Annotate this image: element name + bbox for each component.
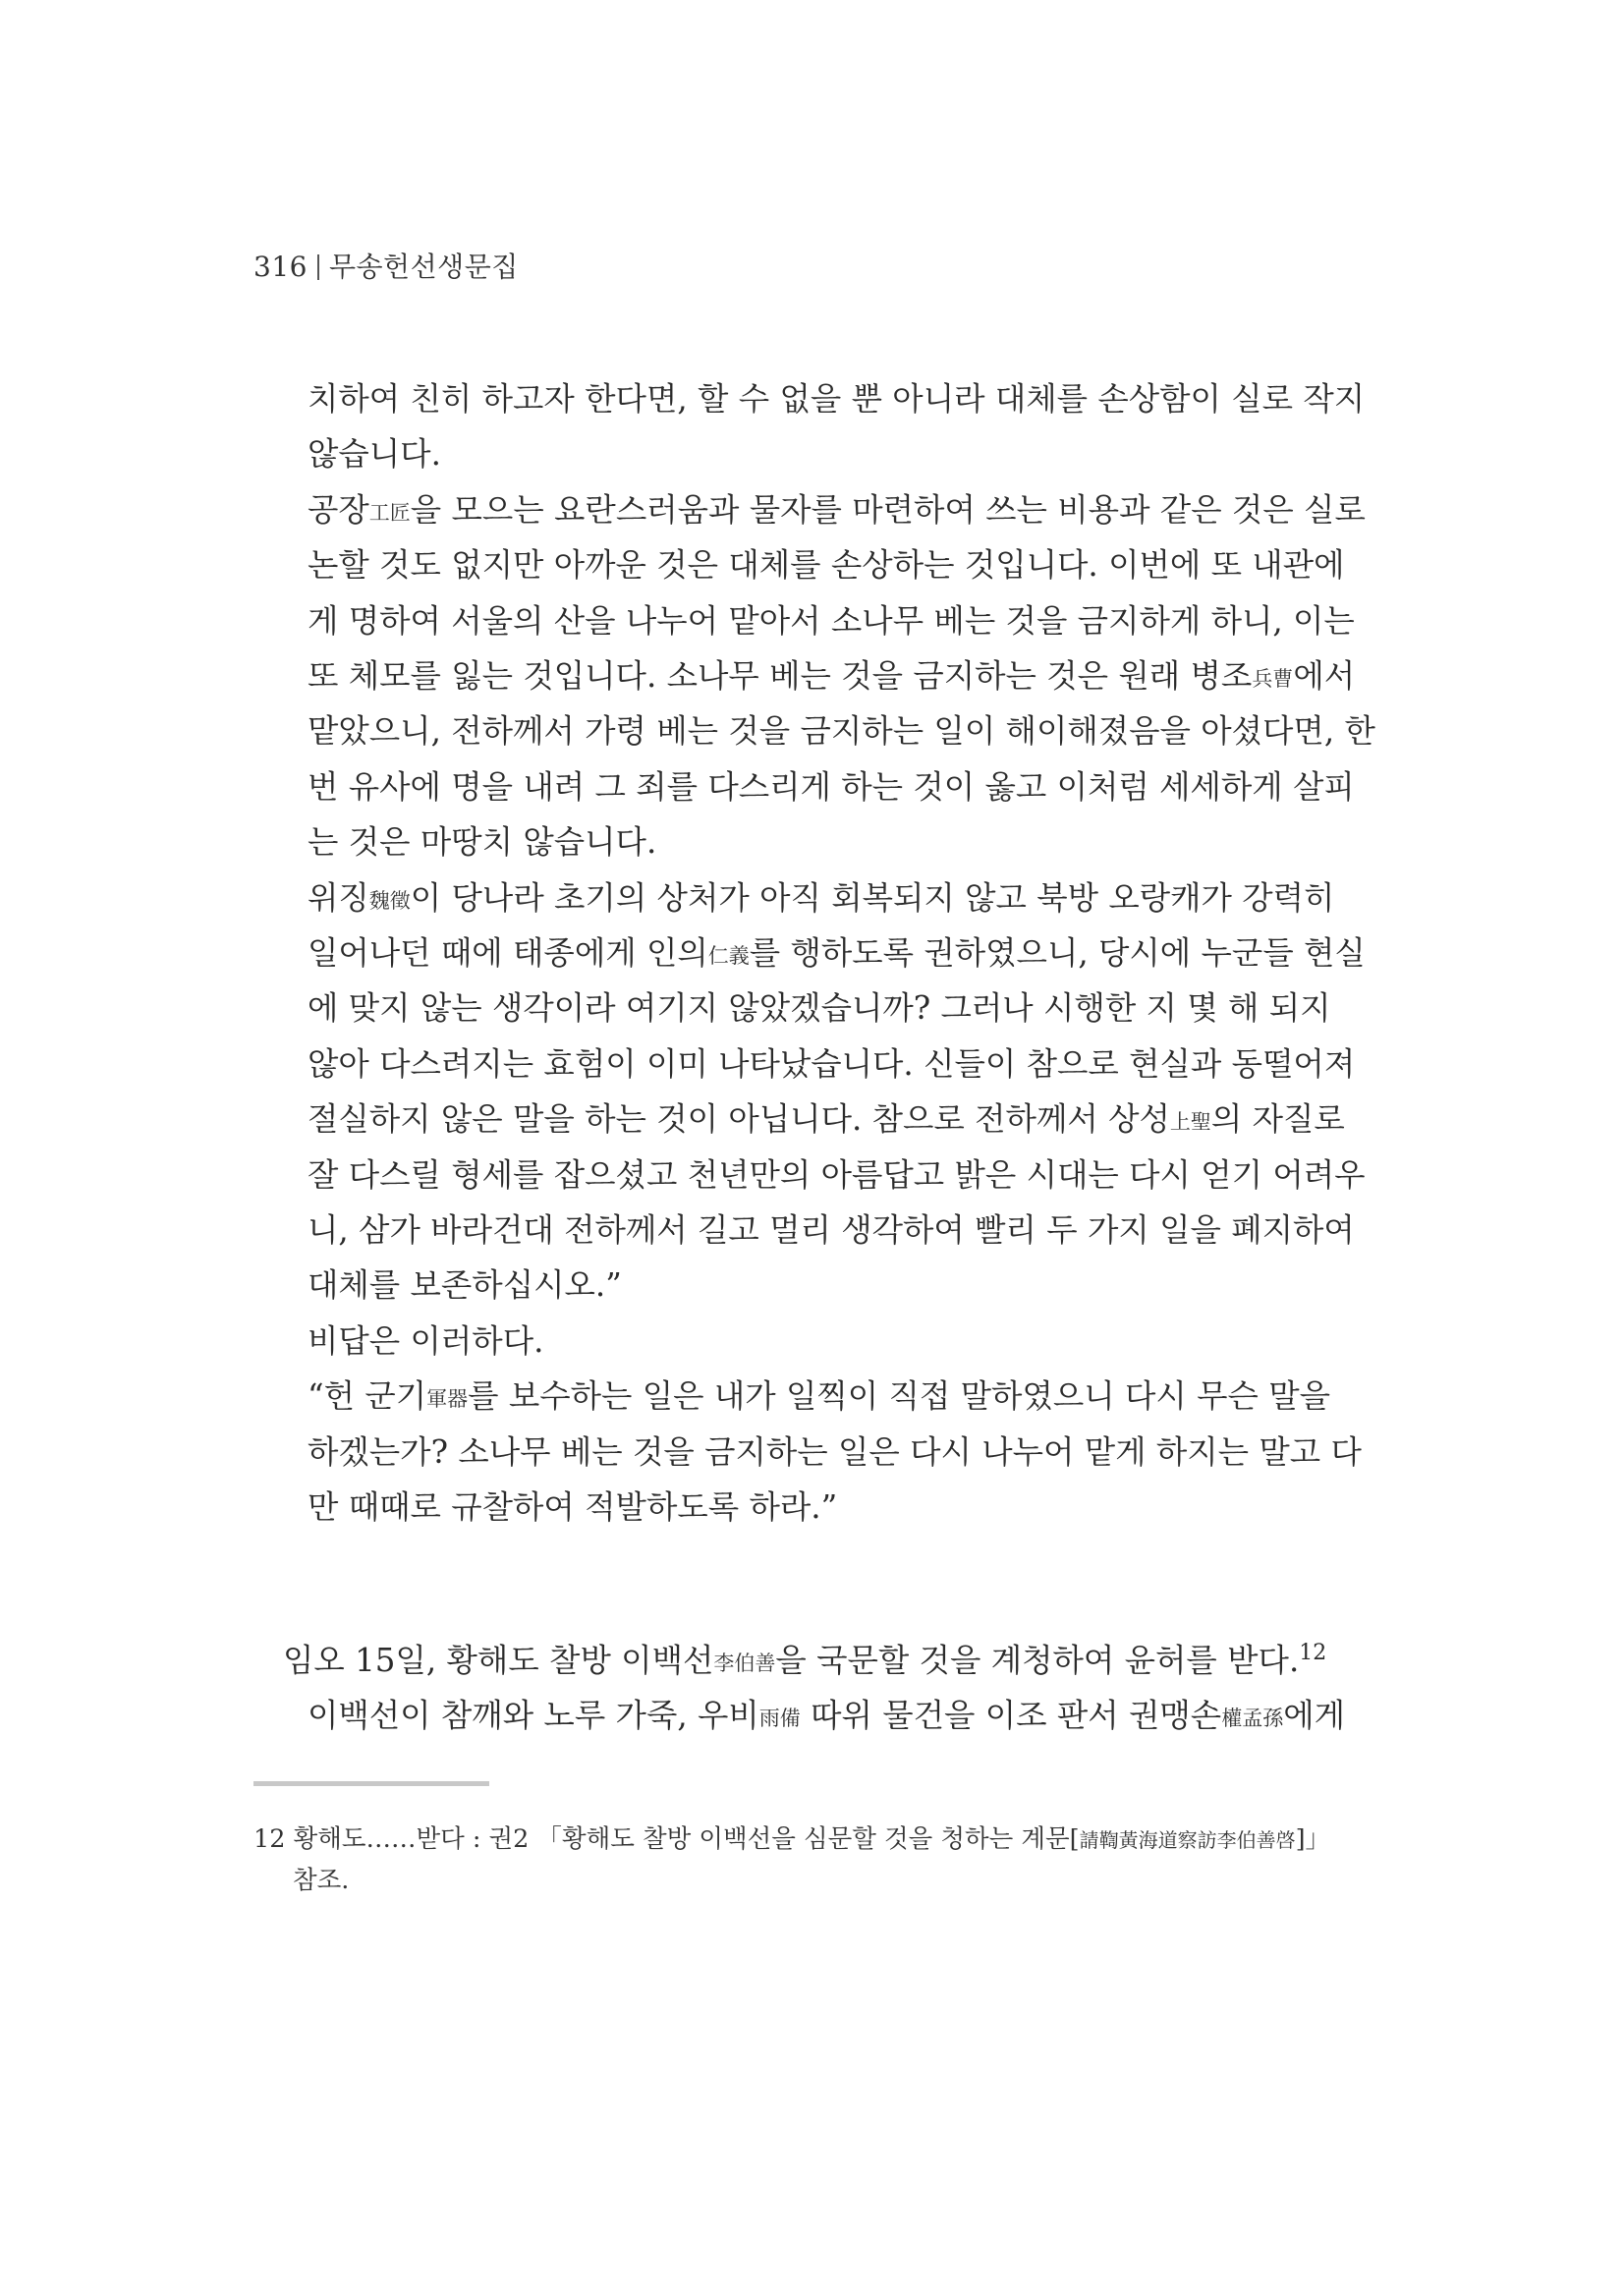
- body-line-text: 일어나던 때에 태종에게 인의: [308, 934, 708, 972]
- body-line: [308, 545, 1345, 585]
- footnote-continuation: [293, 1865, 349, 1896]
- footnote-text: ]」: [1295, 1824, 1331, 1854]
- hanja-annotation: 仁義: [707, 944, 750, 968]
- entry-body-text: 이백선이 참깨와 노루 가죽, 우비: [308, 1697, 759, 1734]
- entry-body-line: [308, 1696, 1345, 1738]
- body-line-text: 만 때때로 규찰하여 적발하도록 하라.”: [308, 1488, 838, 1526]
- header-separator: [317, 254, 319, 280]
- hanja-annotation: 魏徵: [368, 889, 411, 913]
- hanja-annotation: 雨備: [758, 1707, 801, 1730]
- body-line-text: 논할 것도 없지만 아까운 것은 대체를 손상하는 것입니다. 이번에 또 내관에: [308, 546, 1345, 584]
- hanja-annotation: 軍器: [426, 1387, 469, 1411]
- body-line-text: 에 맞지 않는 생각이라 여기지 않았겠습니까? 그러나 시행한 지 몇 해 되지: [308, 989, 1331, 1027]
- body-line: [308, 1432, 1362, 1472]
- body-line: [308, 1487, 837, 1527]
- body-line: [308, 767, 1355, 807]
- hanja-annotation: 上聖: [1169, 1110, 1211, 1134]
- body-line: [308, 1044, 1355, 1084]
- body-line: [308, 711, 1375, 751]
- footnote-reference[interactable]: 12: [1299, 1641, 1327, 1665]
- body-line-text: 니, 삼가 바라건대 전하께서 길고 멀리 생각하여 빨리 두 가지 일을 폐지하여: [308, 1211, 1355, 1249]
- body-line-text: 의 자질로: [1210, 1100, 1345, 1138]
- body-line-text: 는 것은 마땅치 않습니다.: [308, 823, 657, 861]
- body-line: [308, 1376, 1330, 1419]
- body-line: [308, 1099, 1345, 1142]
- footnote-text: 참조.: [293, 1866, 350, 1895]
- hanja-annotation: 李伯善: [713, 1652, 776, 1675]
- body-line-text: 않습니다.: [308, 435, 441, 473]
- body-line: [308, 933, 1366, 976]
- body-line-text: 을 모으는 요란스러움과 물자를 마련하여 쓰는 비용과 같은 것은 실로: [410, 491, 1366, 529]
- body-line: [308, 988, 1331, 1028]
- hanja-annotation: 請鞫黃海道察訪李伯善啓: [1079, 1828, 1296, 1852]
- body-line-text: 게 명하여 서울의 산을 나누어 맡아서 소나무 베는 것을 금지하게 하니, 이는: [308, 602, 1355, 640]
- entry-body-text: 에게: [1283, 1697, 1345, 1734]
- entry-heading: [283, 1641, 1326, 1683]
- entry-heading-text: 임오 15일, 황해도 찰방 이백선: [283, 1642, 714, 1679]
- body-line-text: 대체를 보존하십시오.”: [308, 1266, 622, 1304]
- body-line-text: 또 체모를 잃는 것입니다. 소나무 베는 것을 금지하는 것은 원래 병조: [308, 657, 1253, 695]
- body-line: [308, 490, 1366, 532]
- book-title: 무송헌선생문집: [328, 251, 519, 283]
- body-line-text: 맡았으니, 전하께서 가령 베는 것을 금지하는 일이 해이해졌음을 아셨다면, 한: [308, 712, 1375, 750]
- body-line: [308, 1321, 543, 1361]
- body-line: [308, 434, 441, 474]
- body-line: [308, 379, 1365, 419]
- body-line-text: “헌 군기: [308, 1377, 427, 1415]
- body-line-text: 에서: [1293, 657, 1356, 695]
- body-line: [308, 1265, 622, 1305]
- body-line-text: 절실하지 않은 말을 하는 것이 아닙니다. 참으로 전하께서 상성: [308, 1100, 1170, 1138]
- body-line-text: 공장: [308, 491, 369, 529]
- page-number: 316: [253, 251, 308, 283]
- body-line: [308, 656, 1355, 699]
- body-line-text: 않아 다스려지는 효험이 이미 나타났습니다. 신들이 참으로 현실과 동떨어져: [308, 1045, 1356, 1083]
- body-line-text: 이 당나라 초기의 상처가 아직 회복되지 않고 북방 오랑캐가 강력히: [410, 879, 1335, 917]
- footnote: [253, 1823, 1330, 1856]
- running-header: [253, 246, 519, 285]
- hanja-annotation: 兵曹: [1252, 667, 1294, 691]
- body-line-text: 를 행하도록 권하였으니, 당시에 누군들 현실: [749, 934, 1366, 972]
- entry-body-text: 따위 물건을 이조 판서 권맹손: [800, 1697, 1222, 1734]
- body-line: [308, 1155, 1366, 1195]
- body-line: [308, 822, 656, 862]
- body-line-text: 비답은 이러하다.: [308, 1322, 544, 1360]
- body-line-text: 잘 다스릴 형세를 잡으셨고 천년만의 아름답고 밝은 시대는 다시 얻기 어려우: [308, 1156, 1366, 1194]
- body-line-text: 번 유사에 명을 내려 그 죄를 다스리게 하는 것이 옳고 이처럼 세세하게 살피: [308, 768, 1355, 806]
- body-line: [308, 1210, 1355, 1250]
- entry-heading-text: 을 국문할 것을 계청하여 윤허를 받다.: [775, 1642, 1300, 1679]
- footnote-text: 황해도……받다 : 권2 「황해도 찰방 이백선을 심문할 것을 청하는 계문[: [293, 1824, 1080, 1854]
- body-line: [308, 601, 1355, 641]
- footnote-divider: [253, 1781, 489, 1786]
- hanja-annotation: 權孟孫: [1221, 1707, 1284, 1730]
- body-line-text: 치하여 친히 하고자 한다면, 할 수 없을 뿐 아니라 대체를 손상함이 실로 작지: [308, 380, 1366, 418]
- body-line-text: 하겠는가? 소나무 베는 것을 금지하는 일은 다시 나누어 맡게 하지는 말고 다: [308, 1433, 1362, 1471]
- body-line: [308, 878, 1334, 921]
- body-line-text: 를 보수하는 일은 내가 일찍이 직접 말하였으니 다시 무슨 말을: [468, 1377, 1330, 1415]
- body-line-text: 위징: [308, 879, 369, 917]
- footnote-number: 12: [253, 1824, 286, 1854]
- hanja-annotation: 工匠: [368, 501, 411, 525]
